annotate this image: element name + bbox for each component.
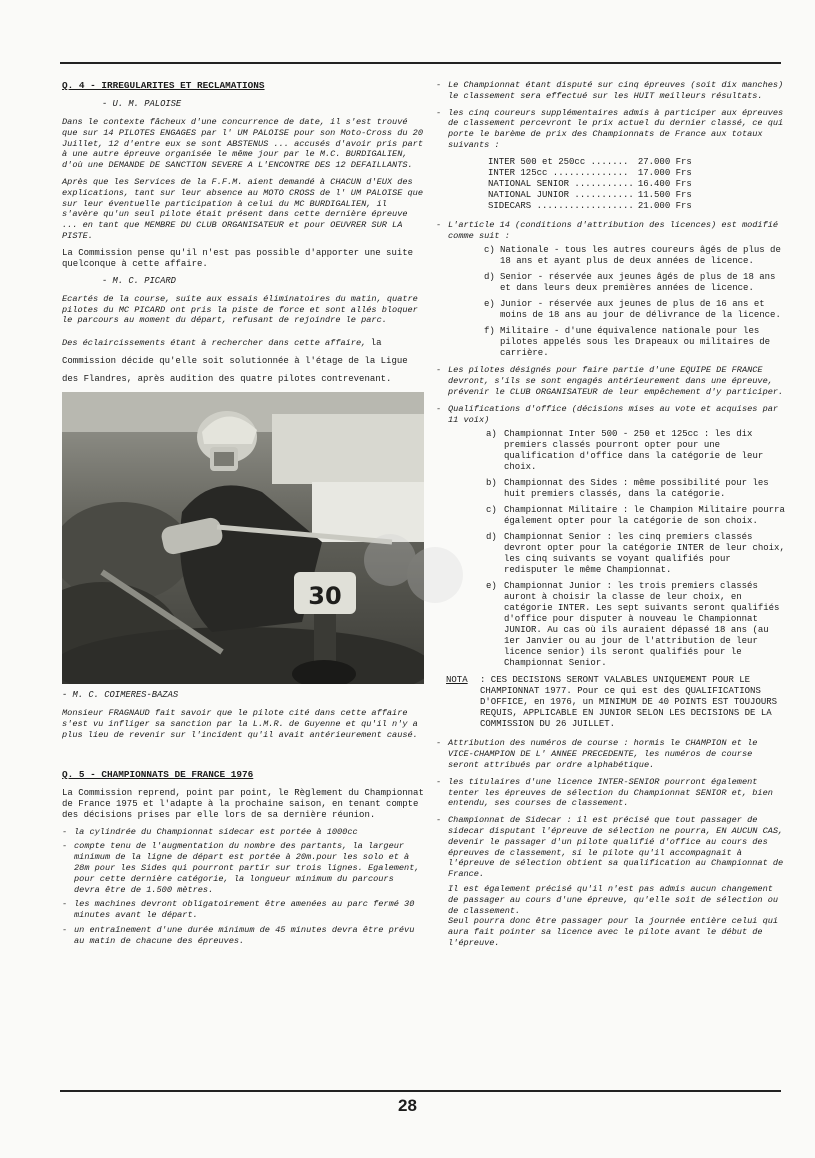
paloise-paragraph-3: La Commission pense qu'il n'est pas possible d'apporter une suite quelconque à cette affaire. [62, 247, 414, 269]
qualification-text: Championnat Senior : les cinq premiers classés devront opter pour la catégorie INTER de leur choix, les cinq suivants se voyant qualifiés pour redisputer le même Championnat. [504, 532, 785, 576]
licence-key: e) [484, 299, 495, 310]
price-label: NATIONAL SENIOR ........... [488, 178, 634, 189]
page-number: 28 [398, 1096, 417, 1115]
qualification-key: d) [486, 532, 497, 543]
item-classement: - Le Championnat étant disputé sur cinq épreuves (soit dix manches) le classement sera effectué sur les HUIT meilleurs résultats. [436, 80, 788, 102]
price-value: 21.000 Frs [637, 200, 692, 211]
watermark-logo [360, 520, 470, 620]
price-table [488, 157, 696, 212]
list-item [436, 505, 788, 527]
item-article-14: - L'article 14 (conditions d'attribution des licences) est modifié comme suit : [436, 220, 788, 242]
price-value: 16.400 Frs [637, 178, 692, 189]
photo-race-number: 30 [308, 582, 342, 611]
q5-paragraph: La Commission reprend, point par point, le Règlement du Championnat de France 1975 et l'adapte à la prochaine saison, en tenant compte des décisions prises par elle lors de sa dernière réunion. [62, 787, 424, 820]
list-item [436, 478, 788, 500]
picard-subheading: - M. C. PICARD [102, 275, 176, 286]
price-label: INTER 500 et 250cc ....... [488, 156, 629, 167]
qualification-key: c) [486, 505, 497, 516]
picard-paragraph-2-roman: la Commission décide qu'elle soit solutionnée à l'étage de la Ligue des Flandres, après audition des quatre pilotes contrevenant. [62, 338, 408, 385]
qualification-text: Championnat des Sides : même possibilité pour les huit premiers classés, dans la catégorie. [504, 478, 769, 500]
top-rule [60, 62, 781, 64]
item-titulaires: - les titulaires d'une licence INTER-SENIOR pourront également tenter les épreuves de sélection du Championnat SENIOR et, bien entendu, ses courses de classement. [436, 777, 788, 809]
licence-text: Nationale - tous les autres coureurs âgés de plus de 18 ans et ayant plus de deux années de licence. [500, 245, 781, 267]
licence-key: f) [484, 326, 495, 337]
list-item [436, 532, 788, 576]
paloise-paragraph-1: Dans le contexte fâcheux d'une concurrence de date, il s'est trouvé que sur 14 PILOTES ENGAGES par l' UM PALOISE pour son Moto-Cross du 20 Juillet, 12 d'entre eux se sont ABSTENUS ... accusés d'avoir pris part à une autre épreuve organisée le même jour par le M.C. BURDIGALIEN, d'où une DEMANDE DE SANCTION SEVERE A L'ENCONTRE DES 12 DEFAILLANTS. [62, 117, 423, 171]
qualification-text: Championnat Junior : les trois premiers classés auront à choisir la classe de leur choix, en catégorie INTER. Les sept suivants seront qualifiés d'office pour disputer à nouveau le Championnat JUNIOR. Au cas où ils auraient dépassé 18 ans (au 1er Janvier ou au jour de l'attribution de leur licence senior) ils seront qualifiés pour le Championnat Senior. [504, 581, 780, 669]
left-column [62, 80, 424, 947]
licence-key: c) [484, 245, 495, 256]
list-item [436, 299, 788, 321]
table-row [488, 190, 696, 201]
nota-block [436, 675, 788, 730]
coimeres-paragraph: Monsieur FRAGNAUD fait savoir que le pilote cité dans cette affaire s'est vu infliger sa sanction par la L.M.R. de Guyenne et qu'il n'y a plus lieu de revenir sur l'incident qu'il avait antérieurement causé. [62, 708, 418, 740]
price-value: 11.500 Frs [637, 189, 692, 200]
price-label: SIDECARS .................. [488, 200, 634, 211]
qualification-text: Championnat Militaire : le Champion Militaire pourra également opter pour la catégorie de son choix. [504, 505, 785, 527]
licence-text: Junior - réservée aux jeunes de plus de 16 ans et moins de 18 ans au jour de délivrance de la licence. [500, 299, 781, 321]
paloise-subheading: - U. M. PALOISE [102, 99, 182, 109]
qualification-key: a) [486, 429, 497, 440]
price-value: 27.000 Frs [637, 156, 692, 167]
price-value: 17.000 Frs [637, 167, 692, 178]
coimeres-subheading: - M. C. COIMERES-BAZAS [62, 690, 179, 701]
licence-text: Militaire - d'une équivalence nationale pour les pilotes appelés sous les Drapeaux ou militaires de carrière. [500, 326, 771, 359]
item-numeros: - Attribution des numéros de course : hormis le CHAMPION et le VICE-CHAMPION DE L' ANNEE PRECEDENTE, les numéros de course seront attribués par ordre alphabétique. [436, 738, 788, 770]
item-coureurs: - les cinq coureurs supplémentaires admis à participer aux épreuves de classement percevront le prix actuel du dernier classé, ce qui porte le barème de prix des Championnats de France aux totaux suivants : [436, 108, 788, 151]
item-sidecar: - Championnat de Sidecar : il est précisé que tout passager de sidecar disputant l'épreuve de sélection ne pourra, EN AUCUN CAS, devenir le passager d'un pilote qualifié d'office au cours des épreuves de classement, si le pilote qu'il accompagnait à l'épreuve de sélection obtient sa qualification au Championnat de France. [436, 815, 788, 880]
price-label: NATIONAL JUNIOR ........... [488, 189, 634, 200]
item-qualifications: - Qualifications d'office (décisions mises au vote et acquises par 11 voix) [436, 404, 788, 426]
list-item [436, 272, 788, 294]
right-column [436, 80, 788, 949]
licence-key: d) [484, 272, 495, 283]
list-item [436, 326, 788, 359]
q4-heading: Q. 4 - IRREGULARITES ET RECLAMATIONS [62, 80, 265, 91]
qualification-key: e) [486, 581, 497, 592]
nota-label: NOTA [446, 675, 468, 686]
picard-paragraph-1: Ecartés de la course, suite aux essais éliminatoires du matin, quatre pilotes du MC PICARD ont pris la piste de force et sont allés bloquer le parcours au moment du départ, refusant de rejoindre le parc. [62, 293, 418, 326]
picard-paragraph-2-italic: Des éclaircissements étant à rechercher dans cette affaire, [62, 338, 367, 349]
licence-text: Senior - réservée aux jeunes âgés de plus de 18 ans et dans leurs deux premières années de licence. [500, 272, 776, 294]
bottom-rule [60, 1090, 781, 1092]
table-row [488, 157, 696, 168]
q5-item-4: - un entraînement d'une durée minimum de 45 minutes devra être prévu au matin de chacune des épreuves. [62, 925, 424, 947]
table-row [488, 168, 696, 179]
q5-heading: Q. 5 - CHAMPIONNATS DE FRANCE 1976 [62, 768, 254, 780]
qualification-key: b) [486, 478, 497, 489]
list-item [436, 429, 788, 473]
qualification-list [436, 429, 788, 669]
list-item [436, 245, 788, 267]
price-label: INTER 125cc .............. [488, 167, 629, 178]
paloise-paragraph-2: Après que les Services de la F.F.M. aient demandé à CHACUN d'EUX des explications, tant sur leur absence au MOTO CROSS de l' UM PALOISE que sur leur éventuelle participation à celui du MC BURDIGALIEN, il s'avère qu'un seul pilote était présent dans cette dernière épreuve ... en tant que MEMBRE DU CLUB ORGANISATEUR et pour OEUVRER SUR LA PISTE. [62, 176, 423, 241]
qualification-text: Championnat Inter 500 - 250 et 125cc : les dix premiers classés pourront opter pour une qualification d'office dans la catégorie de leur choix. [504, 429, 764, 473]
sidecar-paragraph-3: Seul pourra donc être passager pour la journée entière celui qui aura fait pointer sa licence avec le pilote avant le début de l'épreuve. [448, 916, 779, 948]
licence-list [436, 245, 788, 359]
q5-item-3: - les machines devront obligatoirement être amenées au parc fermé 30 minutes avant le départ. [62, 899, 424, 921]
q5-item-2: - compte tenu de l'augmentation du nombre des partants, la largeur minimum de la ligne de départ est portée à 20m.pour les solo et à 28m pour les Sides qui pourront partir sur trois lignes. Egalement, pour cette dernière catégorie, la longueur minimum du parcours devra être de 1.500 mètres. [62, 841, 424, 895]
q5-item-1: - la cylindrée du Championnat sidecar est portée à 1000cc [62, 827, 424, 838]
list-item [436, 581, 788, 669]
table-row [488, 201, 696, 212]
item-equipe: - Les pilotes désignés pour faire partie d'une EQUIPE DE FRANCE devront, s'ils se sont engagés antérieurement dans une épreuve, prévenir le CLUB ORGANISATEUR de leur empêchement d'y participer. [436, 365, 788, 397]
sidecar-paragraph-2: Il est également précisé qu'il n'est pas admis aucun changement de passager au cours d'une épreuve, qu'elle soit de sélection ou de classement. [448, 883, 779, 916]
table-row [488, 179, 696, 190]
picard-paragraph-2 [62, 332, 424, 386]
nota-text: : CES DECISIONS SERONT VALABLES UNIQUEMENT POUR LE CHAMPIONNAT 1977. Pour ce qui est des QUALIFICATIONS D'OFFICE, en 1976, un MINIMUM DE 40 POINTS EST TOUJOURS REQUIS, APPLICABLE EN JUNIOR SELON LES DECISIONS DE LA COMMISSION DU 26 JUILLET. [480, 675, 778, 730]
